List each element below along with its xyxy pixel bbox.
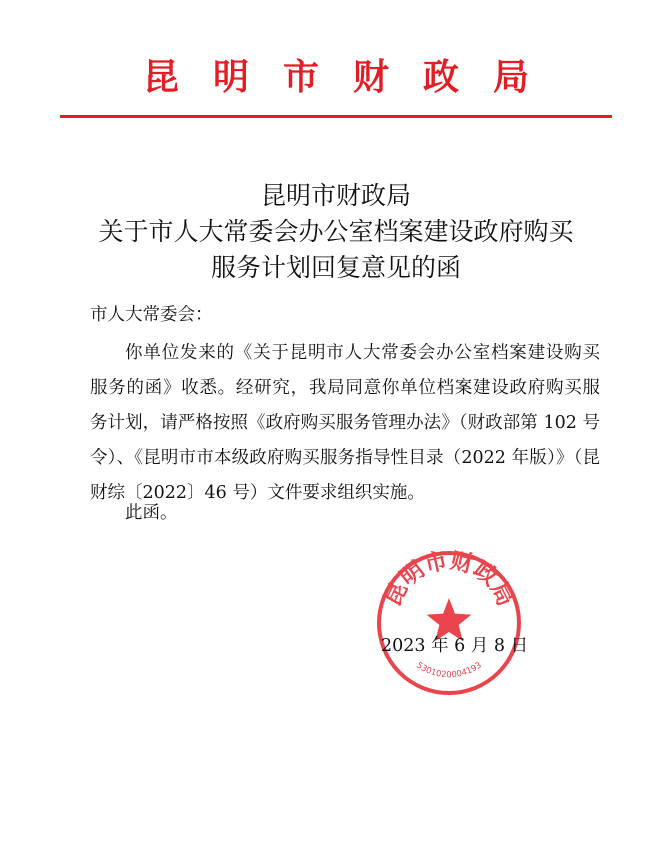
title-line-2: 关于市人大常委会办公室档案建设政府购买	[98, 217, 574, 246]
body-line: 服务的函》收悉。经研究，我局同意你单位档案建设政府购买服	[90, 378, 600, 398]
seal-name-text: 昆明市财政局	[379, 548, 519, 611]
official-seal	[374, 548, 524, 698]
body-paragraph	[90, 336, 600, 511]
letterhead-title: 昆明市财政局	[142, 57, 563, 98]
title-line-3: 服务计划回复意见的函	[210, 253, 461, 282]
body-line: 财综〔2022〕46 号）文件要求组织实施。	[90, 483, 425, 503]
body-line: 你单位发来的《关于昆明市人大常委会办公室档案建设购买	[125, 343, 600, 363]
document-title	[40, 178, 632, 286]
body-line: 令）、《昆明市市本级政府购买服务指导性目录（2022 年版）》（昆	[90, 448, 600, 468]
salutation: 市人大常委会：	[90, 305, 213, 325]
body-line: 务计划，请严格按照《政府购买服务管理办法》（财政部第 102 号	[90, 413, 600, 433]
seal-code-text: 5301020004193	[414, 660, 484, 681]
closing-remark: 此函。	[125, 503, 178, 523]
header-red-rule	[60, 115, 612, 118]
title-line-1: 昆明市财政局	[260, 181, 411, 210]
issue-date: 2023 年 6 月 8 日	[381, 636, 529, 656]
